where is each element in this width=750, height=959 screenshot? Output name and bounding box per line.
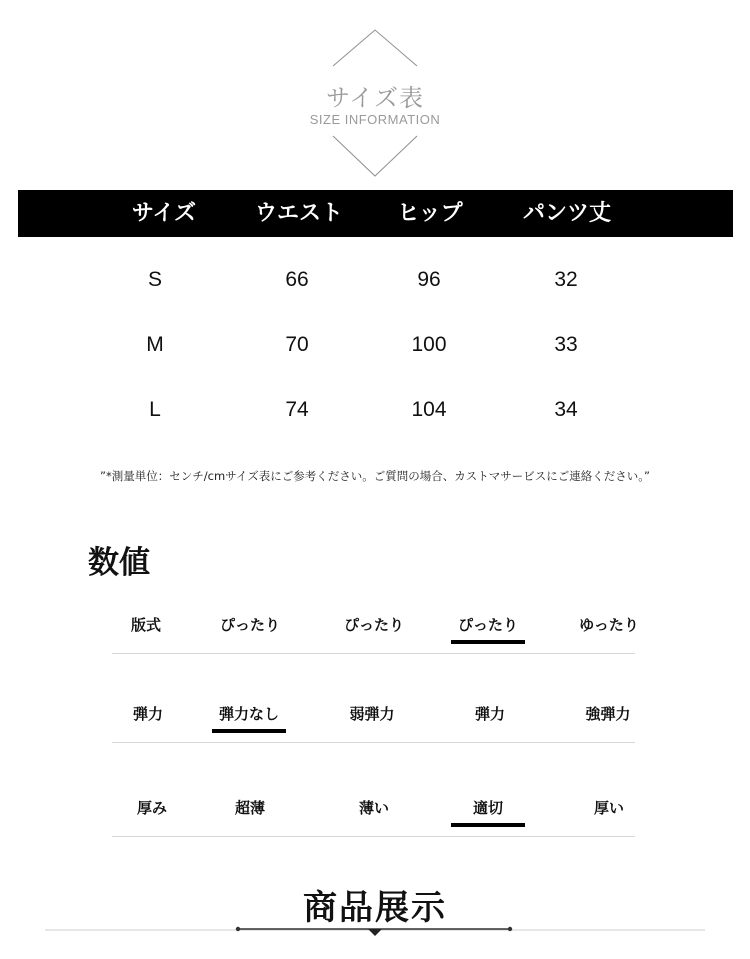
attribute-row-fit bbox=[112, 614, 639, 654]
attribute-label: 版式 bbox=[130, 616, 162, 634]
column-header-hip: ヒップ bbox=[397, 201, 463, 226]
table-cell: 34 bbox=[554, 398, 578, 421]
table-cell: 32 bbox=[554, 268, 578, 291]
column-header-size: サイズ bbox=[131, 201, 197, 226]
table-row bbox=[0, 333, 750, 363]
measurement-note: ”*測量単位：センチ/cmサイズ表にご参考ください。ご質問の場合、カストマサービスにご連絡ください。” bbox=[100, 469, 650, 483]
attribute-option: ぴったり bbox=[343, 616, 405, 634]
table-cell: L bbox=[149, 398, 161, 421]
table-cell: S bbox=[147, 268, 163, 291]
table-cell: 66 bbox=[285, 268, 309, 291]
size-table-title: サイズ表 bbox=[325, 84, 425, 112]
attribute-option-selected: 適切 bbox=[472, 799, 504, 817]
attribute-option: 超薄 bbox=[234, 799, 266, 817]
attribute-option: 強弾力 bbox=[585, 705, 631, 723]
table-cell: 74 bbox=[285, 398, 309, 421]
table-cell: M bbox=[146, 333, 164, 356]
table-cell: 104 bbox=[411, 398, 447, 421]
attribute-option-selected: ぴったり bbox=[457, 616, 519, 634]
attribute-option: 薄い bbox=[358, 799, 390, 817]
size-table-subtitle: SIZE INFORMATION bbox=[309, 112, 441, 127]
attribute-option: 弱弾力 bbox=[349, 705, 395, 723]
attribute-option: ゆったり bbox=[579, 616, 639, 634]
divider-arrow-icon bbox=[0, 920, 750, 940]
attribute-option: 弾力 bbox=[474, 705, 506, 723]
attribute-label: 厚み bbox=[136, 799, 168, 817]
column-header-length: パンツ丈 bbox=[522, 201, 612, 226]
size-table-header bbox=[18, 190, 733, 237]
table-row bbox=[0, 398, 750, 428]
attribute-row-elasticity bbox=[112, 703, 635, 743]
attribute-option-selected: 弾力なし bbox=[218, 705, 280, 723]
table-cell: 70 bbox=[285, 333, 309, 356]
table-cell: 100 bbox=[411, 333, 447, 356]
size-info-emblem bbox=[0, 0, 750, 185]
attribute-row-thickness bbox=[112, 797, 635, 837]
table-row bbox=[0, 268, 750, 298]
attributes-title: 数値 bbox=[88, 545, 150, 581]
product-display-title: 商品展示 bbox=[303, 888, 447, 928]
table-cell: 33 bbox=[554, 333, 578, 356]
attribute-label: 弾力 bbox=[132, 705, 164, 723]
table-cell: 96 bbox=[417, 268, 441, 291]
attribute-option: ぴったり bbox=[219, 616, 281, 634]
attribute-option: 厚い bbox=[593, 799, 625, 817]
column-header-waist: ウエスト bbox=[254, 201, 344, 226]
